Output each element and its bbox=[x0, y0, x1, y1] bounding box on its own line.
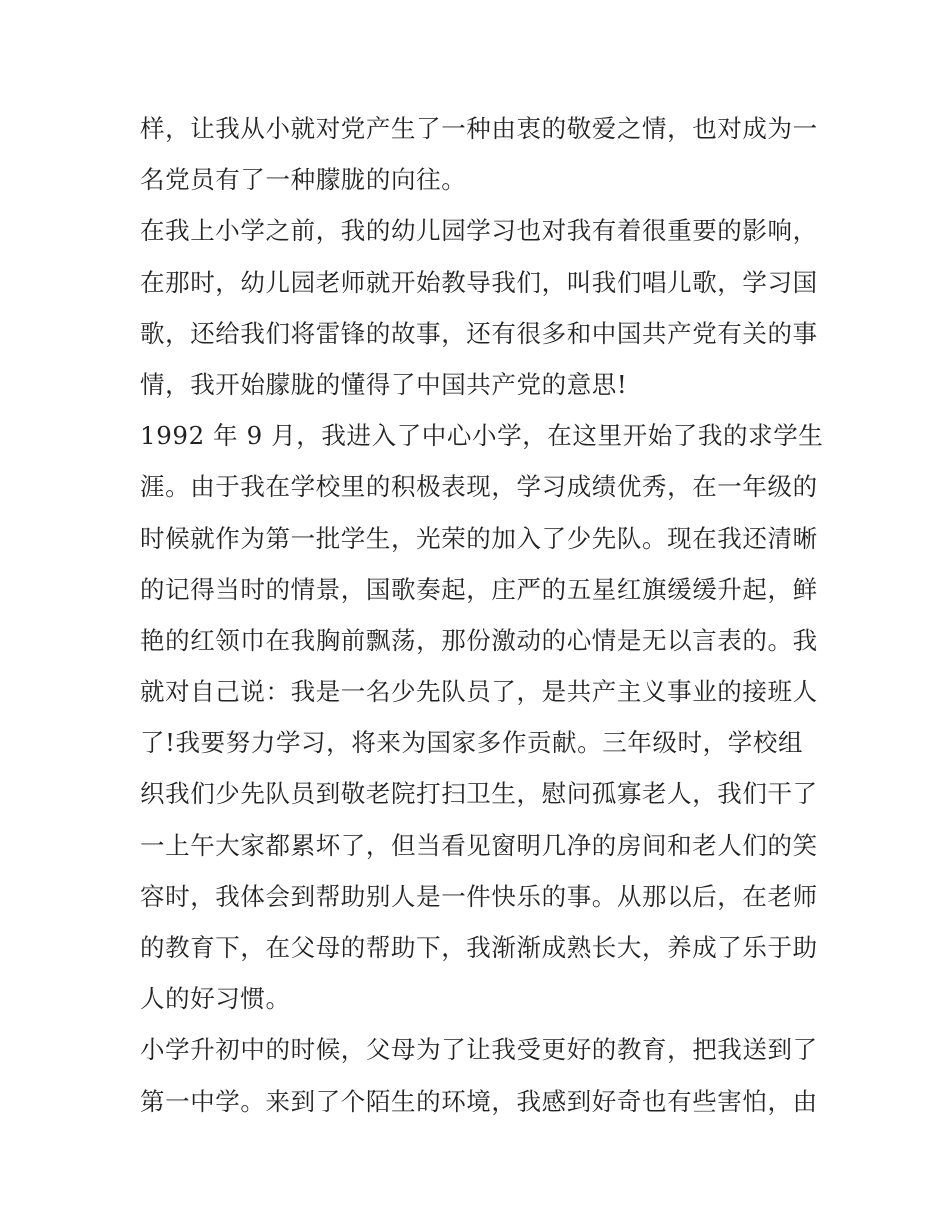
text-line: 在那时，幼儿园老师就开始教导我们，叫我们唱儿歌，学习国 bbox=[140, 267, 818, 297]
text-line: 名党员有了一种朦胧的向往。 bbox=[140, 165, 467, 195]
text-line: 1992 年 9 月，我进入了中心小学，在这里开始了我的求学生 bbox=[140, 421, 824, 451]
text-line: 涯。由于我在学校里的积极表现，学习成绩优秀，在一年级的 bbox=[140, 472, 818, 502]
text-line: 第一中学。来到了个陌生的环境，我感到好奇也有些害怕，由 bbox=[140, 1086, 818, 1116]
text-line: 歌，还给我们将雷锋的故事，还有很多和中国共产党有关的事 bbox=[140, 318, 818, 348]
text-line: 情，我开始朦胧的懂得了中国共产党的意思! bbox=[140, 369, 628, 399]
text-line: 的记得当时的情景，国歌奏起，庄严的五星红旗缓缓升起，鲜 bbox=[140, 574, 818, 604]
text-line: 小学升初中的时候，父母为了让我受更好的教育，把我送到了 bbox=[140, 1035, 818, 1065]
text-line: 一上午大家都累坏了，但当看见窗明几净的房间和老人们的笑 bbox=[140, 830, 818, 860]
document-body bbox=[140, 103, 824, 1127]
text-line: 的教育下，在父母的帮助下，我渐渐成熟长大，养成了乐于助 bbox=[140, 933, 818, 962]
text-line: 织我们少先队员到敬老院打扫卫生，慰问孤寡老人，我们干了 bbox=[140, 779, 818, 809]
text-line: 人的好习惯。 bbox=[140, 984, 291, 1014]
text-line: 时候就作为第一批学生，光荣的加入了少先队。现在我还清晰 bbox=[140, 523, 818, 553]
text-line: 容时，我体会到帮助别人是一件快乐的事。从那以后，在老师 bbox=[140, 881, 818, 911]
text-line: 样，让我从小就对党产生了一种由衷的敬爱之情，也对成为一 bbox=[140, 114, 818, 143]
text-line: 了!我要努力学习，将来为国家多作贡献。三年级时，学校组 bbox=[140, 728, 804, 758]
text-line: 就对自己说：我是一名少先队员了，是共产主义事业的接班人 bbox=[140, 677, 818, 707]
text-line: 在我上小学之前，我的幼儿园学习也对我有着很重要的影响， bbox=[140, 216, 818, 246]
text-line: 艳的红领巾在我胸前飘荡，那份激动的心情是无以言表的。我 bbox=[140, 625, 818, 655]
